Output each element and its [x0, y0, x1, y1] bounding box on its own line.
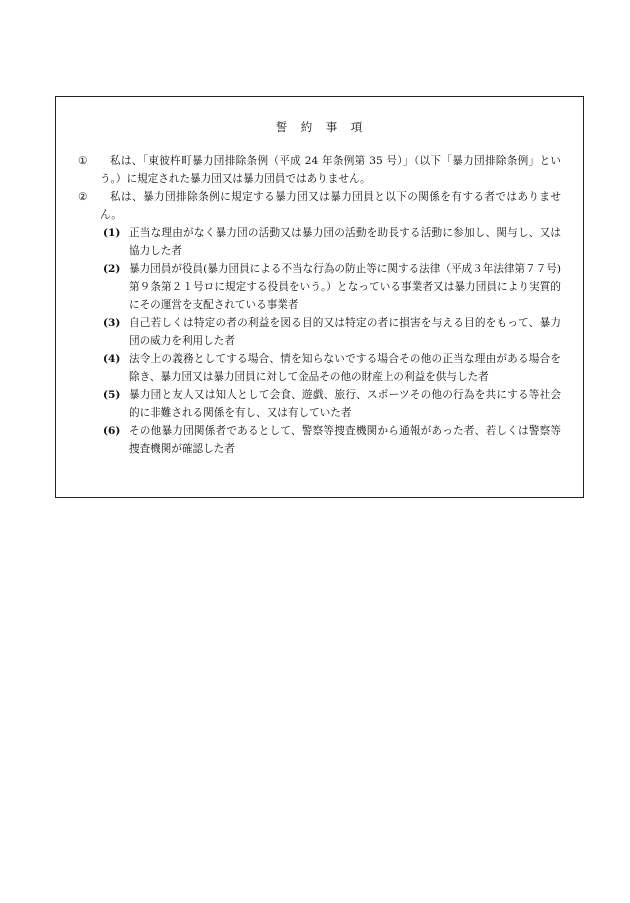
- sub-item-text: 自己若しくは特定の者の利益を図る目的又は特定の者に損害を与える目的をもって、暴力団の威力を利用した者: [129, 317, 561, 347]
- sub-item-1: [103, 224, 561, 260]
- pledge-content: [78, 152, 561, 458]
- sub-item-text: 正当な理由がなく暴力団の活動又は暴力団の活動を助長する活動に参加し、関与し、又は協力した者: [129, 227, 561, 257]
- sub-item-text: 暴力団員が役員(暴力団員による不当な行為の防止等に関する法律（平成３年法律第７７号)第９条第２１号ロに規定する役員をいう。）となっている事業者又は暴力団員により実質的にその運営を支配されている事業者: [129, 263, 562, 311]
- pledge-item-2: [78, 188, 561, 224]
- pledge-box: [55, 96, 584, 498]
- item-marker: ①: [78, 155, 88, 167]
- pledge-item-1: [78, 152, 561, 188]
- sub-item-2: [103, 260, 561, 314]
- sub-item-text: 法令上の義務としてする場合、情を知らないでする場合その他の正当な理由がある場合を除き、暴力団又は暴力団員に対して金品その他の財産上の利益を供与した者: [129, 353, 561, 383]
- sub-item-marker: (2): [103, 263, 121, 275]
- sub-item-marker: (3): [103, 317, 121, 329]
- sub-item-marker: (1): [103, 227, 121, 239]
- sub-item-4: [103, 350, 561, 386]
- sub-item-marker: (5): [103, 389, 121, 401]
- document-title: 誓 約 事 項: [275, 120, 364, 134]
- sub-item-6: [103, 422, 561, 458]
- sub-item-text: その他暴力団関係者であるとして、警察等捜査機関から通報があった者、若しくは警察等捜査機関が確認した者: [129, 425, 561, 455]
- item-text: 私は、暴力団排除条例に規定する暴力団又は暴力団員と以下の関係を有する者ではありません。: [100, 191, 561, 221]
- sub-item-marker: (4): [103, 353, 121, 365]
- item-marker: ②: [78, 191, 88, 203]
- item-text: 私は、「東彼杵町暴力団排除条例（平成 24 年条例第 35 号）」（以下「暴力団排除条例」という。）に規定された暴力団又は暴力団員ではありません。: [100, 155, 561, 185]
- sub-item-text: 暴力団と友人又は知人として会食、遊戯、旅行、スポーツその他の行為を共にする等社会的に非難される関係を有し、又は有していた者: [129, 389, 561, 419]
- relationship-list: [103, 224, 561, 458]
- sub-item-5: [103, 386, 561, 422]
- sub-item-3: [103, 314, 561, 350]
- sub-item-marker: (6): [103, 425, 121, 437]
